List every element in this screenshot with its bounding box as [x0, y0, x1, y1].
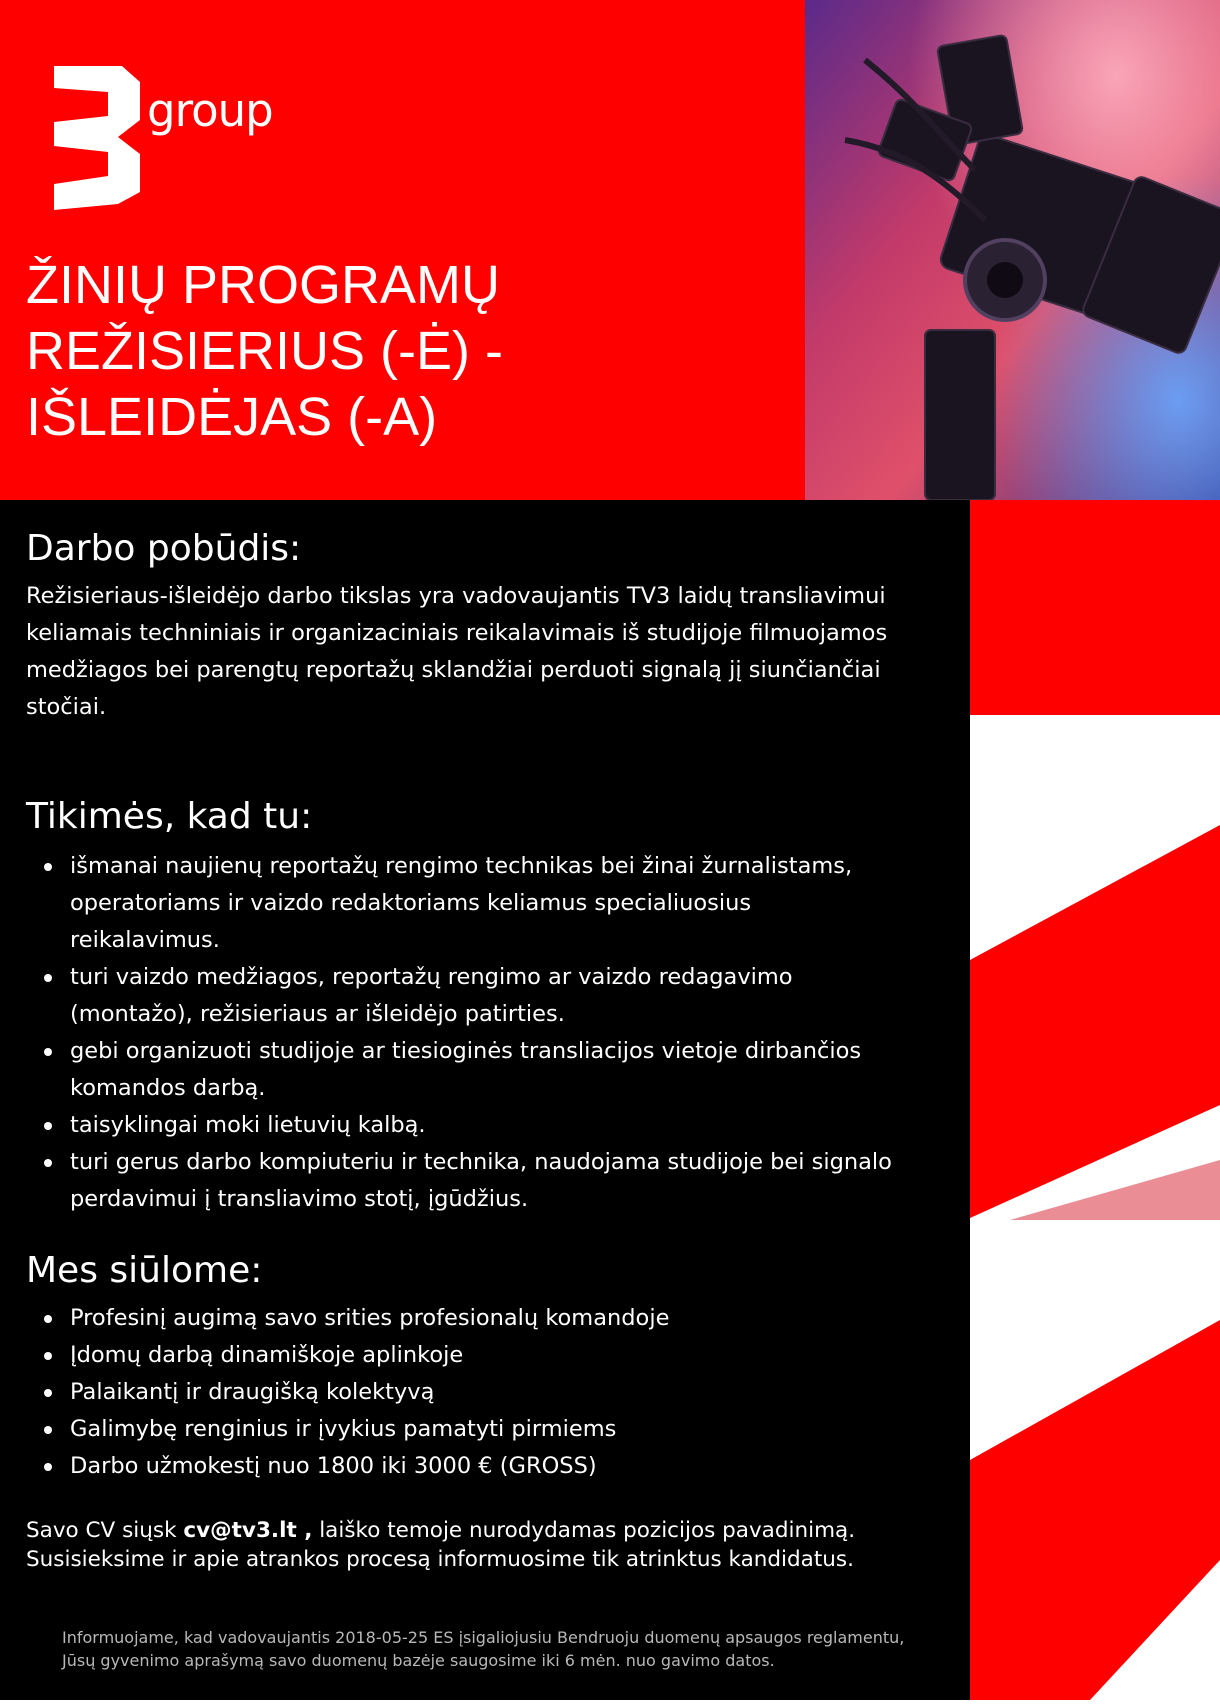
job-title-line: ŽINIŲ PROGRAMŲ	[26, 255, 501, 315]
list-item: Profesinį augimą savo srities profesionalų komandoje	[26, 1300, 906, 1337]
list-item: išmanai naujienų reportažų rengimo technikas bei žinai žurnalistams, operatoriams ir vaizdo redaktoriams keliamus specialiuosius reikalavimus.	[26, 848, 906, 959]
logo-wordmark: group	[147, 84, 273, 137]
list-item: Palaikantį ir draugišką kolektyvą	[26, 1374, 906, 1411]
section-heading-offer: Mes siūlome:	[26, 1250, 263, 1291]
job-title-line: IŠLEIDĖJAS (-A)	[26, 387, 438, 447]
contact-email-link[interactable]: cv@tv3.lt ,	[183, 1518, 313, 1543]
section-heading-expect: Tikimės, kad tu:	[26, 796, 313, 837]
list-item: Darbo užmokestį nuo 1800 iki 3000 € (GROSS)	[26, 1448, 906, 1485]
offer-list	[26, 1300, 906, 1485]
three-logo-icon	[52, 62, 142, 212]
contact-suffix: laiško temoje nurodydamas pozicijos pavadinimą.	[312, 1518, 856, 1543]
job-title	[26, 252, 786, 450]
work-description: Režisieriaus-išleidėjo darbo tikslas yra vadovaujantis TV3 laidų transliavimui keliamais techniniais ir organizaciniais reikalavimais iš studijoje filmuojamos medžiagos bei parengtų reportažų sklandžiai perduoti signalą jį siunčiančiai stočiai.	[26, 583, 888, 720]
list-item: gebi organizuoti studijoje ar tiesioginės transliacijos vietoje dirbančios komandos darbą.	[26, 1033, 906, 1107]
job-title-line: REŽISIERIUS (-Ė) -	[26, 321, 504, 381]
list-item: turi gerus darbo kompiuteriu ir technika, naudojama studijoje bei signalo perdavimui į transliavimo stotį, įgūdžius.	[26, 1144, 906, 1218]
privacy-note: Informuojame, kad vadovaujantis 2018-05-25 ES įsigaliojusiu Bendruoju duomenų apsaugos reglamentu, Jūsų gyvenimo aprašymą savo duomenų bazėje saugosime iki 6 mėn. nuo gavimo datos.	[62, 1628, 905, 1670]
list-item: Galimybę renginius ir įvykius pamatyti pirmiems	[26, 1411, 906, 1448]
tv3-group-logo	[52, 62, 282, 212]
camera-photo	[805, 0, 1220, 500]
list-item: turi vaizdo medžiagos, reportažų rengimo ar vaizdo redagavimo (montažo), režisieriaus ar išleidėjo patirties.	[26, 959, 906, 1033]
contact-line2: Susisieksime ir apie atrankos procesą informuosime tik atrinktus kandidatus.	[26, 1547, 854, 1572]
contact-prefix: Savo CV siųsk	[26, 1518, 184, 1543]
section-heading-work: Darbo pobūdis:	[26, 528, 302, 569]
list-item: taisyklingai moki lietuvių kalbą.	[26, 1107, 906, 1144]
expectations-list	[26, 848, 906, 1218]
header-banner	[0, 0, 805, 500]
decorative-stripes	[970, 500, 1220, 1700]
list-item: Įdomų darbą dinamiškoje aplinkoje	[26, 1337, 906, 1374]
contact-info	[26, 1516, 956, 1574]
